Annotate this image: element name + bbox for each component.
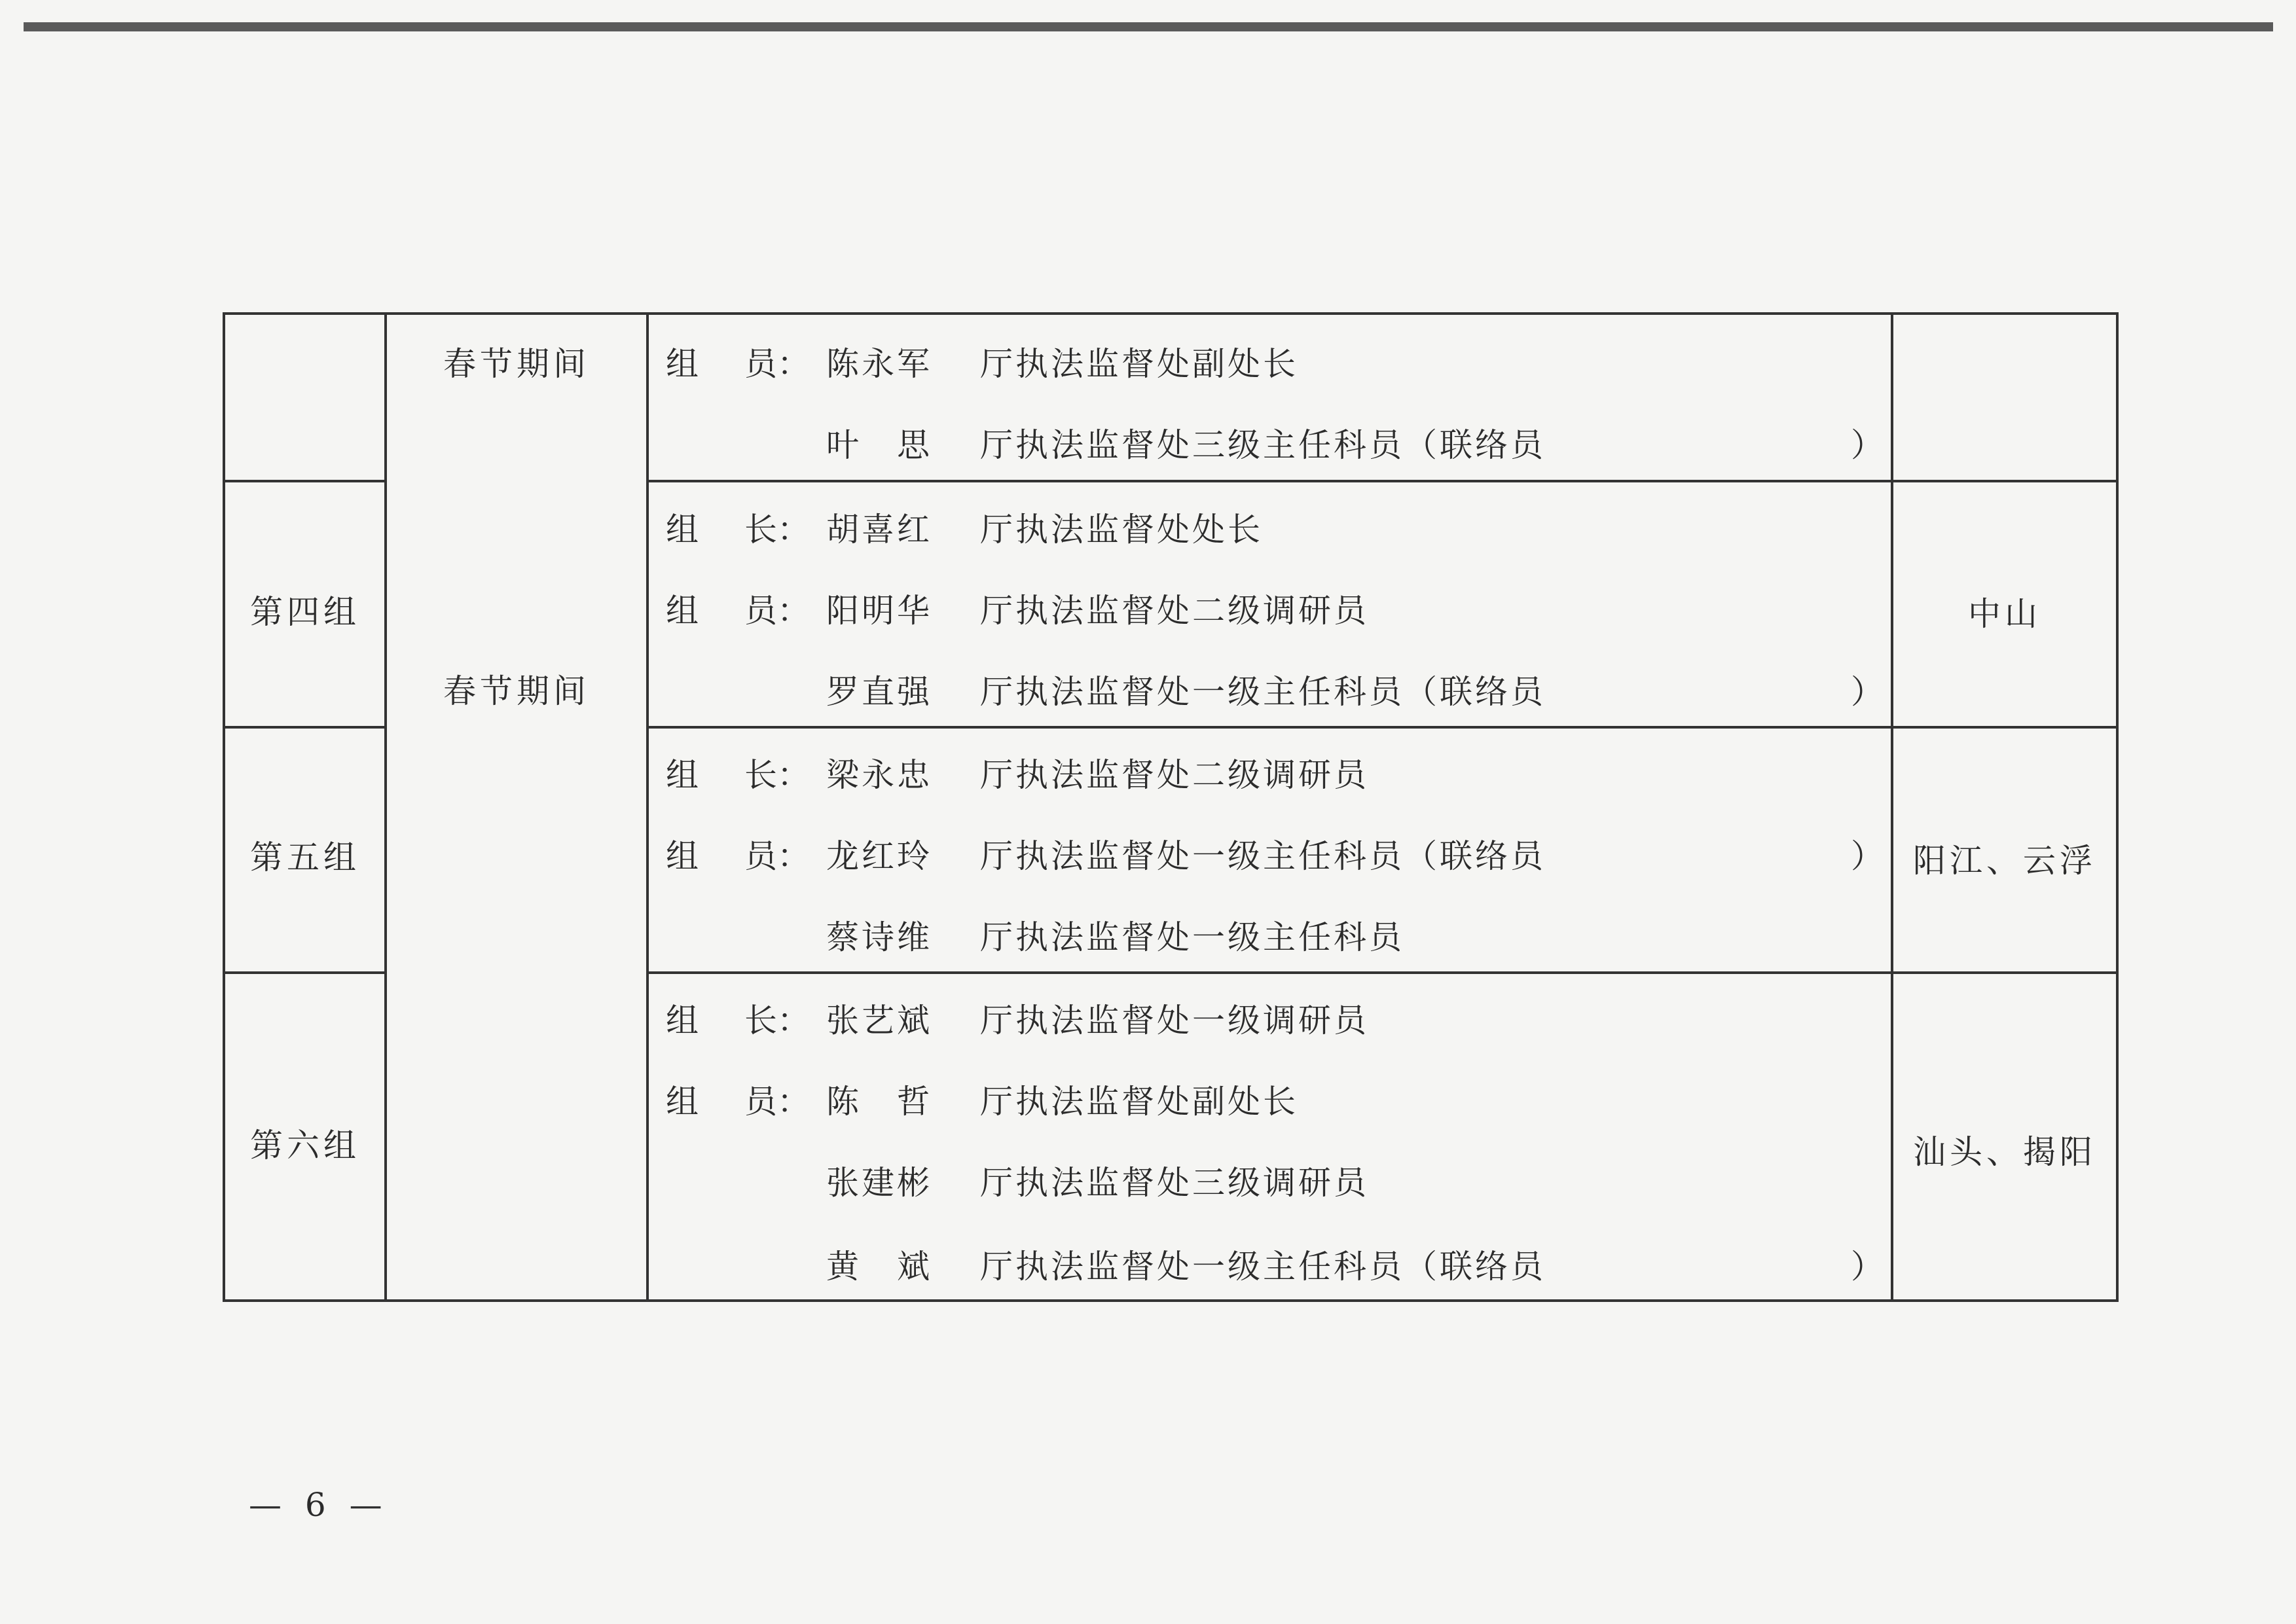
member-name: 龙红玲 — [826, 837, 932, 875]
page-number: — 6 — — [249, 1486, 389, 1524]
member-title: 厅执法监督处二级调研员 — [980, 756, 1369, 794]
top-rule — [24, 22, 2273, 31]
member-name: 张艺斌 — [826, 1001, 932, 1039]
member-line: 组 长： 梁永忠 厅执法监督处二级调研员 — [666, 756, 1369, 794]
member-title: 厅执法监督处一级主任科员（联络员 — [980, 673, 1546, 711]
table-border-bottom — [223, 1299, 2119, 1302]
member-line: 组 员： 阳明华 厅执法监督处二级调研员 — [666, 592, 1369, 630]
member-line — [666, 672, 1910, 712]
member-title: 厅执法监督处三级调研员 — [980, 1164, 1369, 1202]
region-cell-5: 阳江、云浮 — [1913, 842, 2096, 880]
group-cell-4: 第四组 — [250, 593, 360, 631]
table-divider-group — [384, 312, 387, 1302]
member-paren: ） — [1851, 837, 1884, 875]
member-name: 梁永忠 — [826, 756, 932, 794]
member-paren: ） — [1851, 426, 1884, 464]
region-cell-6: 汕头、揭阳 — [1913, 1133, 2096, 1171]
region-cell-4: 中山 — [1968, 595, 2041, 633]
table-row-divider-1-left — [223, 480, 387, 482]
group-cell-6: 第六组 — [250, 1127, 360, 1164]
table-border-right — [2116, 312, 2119, 1302]
period-cell-main: 春节期间 — [443, 672, 590, 710]
member-title: 厅执法监督处一级主任科员（联络员 — [980, 837, 1546, 875]
member-line — [666, 1247, 1910, 1286]
member-line — [666, 918, 1910, 957]
period-cell-top: 春节期间 — [443, 345, 590, 383]
inspection-group-table — [223, 312, 2119, 1302]
member-name: 张建彬 — [826, 1164, 932, 1202]
member-line — [666, 425, 1910, 465]
member-title: 厅执法监督处副处长 — [980, 345, 1298, 383]
member-title: 厅执法监督处处长 — [980, 511, 1263, 549]
table-divider-period — [646, 312, 649, 1302]
member-name: 黄 斌 — [826, 1248, 932, 1286]
member-name: 陈永军 — [826, 345, 932, 383]
member-line: 组 长： 胡喜红 厅执法监督处处长 — [666, 511, 1263, 549]
member-paren: ） — [1851, 1248, 1884, 1286]
member-name: 蔡诗维 — [826, 918, 932, 956]
members-column — [666, 312, 1884, 1299]
member-paren: ） — [1851, 673, 1884, 711]
member-name: 罗直强 — [826, 673, 932, 711]
member-title: 厅执法监督处三级主任科员（联络员 — [980, 426, 1546, 464]
group-cell-5: 第五组 — [250, 839, 360, 876]
member-name: 叶 思 — [826, 426, 932, 464]
member-title: 厅执法监督处一级主任科员（联络员 — [980, 1248, 1546, 1286]
member-name: 胡喜红 — [826, 511, 932, 549]
table-border-left — [223, 312, 225, 1302]
member-line — [666, 1163, 1910, 1202]
table-row-divider-2-left — [223, 726, 387, 729]
member-name: 阳明华 — [826, 592, 932, 630]
member-name: 陈 哲 — [826, 1083, 932, 1121]
member-line: 组 员： 龙红玲 厅执法监督处一级主任科员（联络员 ） — [666, 837, 1884, 875]
table-row-divider-3-left — [223, 971, 387, 974]
member-title: 厅执法监督处副处长 — [980, 1083, 1298, 1121]
member-title: 厅执法监督处一级主任科员 — [980, 918, 1404, 956]
member-title: 厅执法监督处一级调研员 — [980, 1001, 1369, 1039]
member-line: 组 长： 张艺斌 厅执法监督处一级调研员 — [666, 1001, 1369, 1039]
member-line: 组 员： 陈永军 厅执法监督处副处长 — [666, 345, 1298, 383]
member-line: 组 员： 陈 哲 厅执法监督处副处长 — [666, 1083, 1298, 1121]
member-title: 厅执法监督处二级调研员 — [980, 592, 1369, 630]
